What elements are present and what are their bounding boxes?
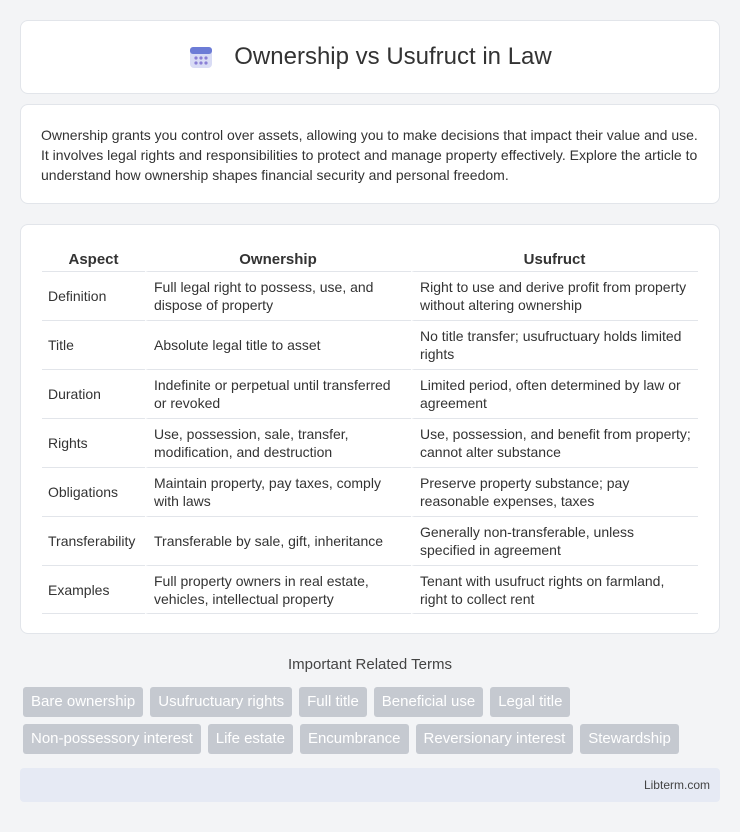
intro-text: Ownership grants you control over assets, allowing you to make decisions that impact their value and use. It involves legal rights and responsibilities to protect and manage property effectively. Explore the article to understand how ownership shapes financial security and personal freedom.	[41, 127, 698, 183]
intro-card	[20, 104, 720, 204]
comparison-table	[42, 247, 698, 614]
table-row	[42, 565, 698, 614]
cell-ownership: Full property owners in real estate, vehicles, intellectual property	[145, 565, 411, 614]
footer	[20, 768, 720, 802]
page-title: Ownership vs Usufruct in Law	[234, 43, 552, 70]
cell-aspect: Transferability	[42, 516, 145, 565]
tag-full-title[interactable]: Full title	[299, 687, 367, 717]
calendar-icon	[188, 44, 214, 70]
footer-link[interactable]: Libterm.com	[643, 778, 710, 792]
comparison-card	[20, 224, 720, 634]
cell-ownership: Absolute legal title to asset	[145, 320, 411, 369]
cell-aspect: Rights	[42, 418, 145, 467]
cell-ownership: Full legal right to possess, use, and dispose of property	[145, 271, 411, 320]
tag-non-possessory-interest[interactable]: Non-possessory interest	[23, 724, 201, 754]
title-card	[20, 20, 720, 94]
cell-usufruct: Generally non-transferable, unless specified in agreement	[411, 516, 698, 565]
cell-usufruct: Use, possession, and benefit from property; cannot alter substance	[411, 418, 698, 467]
tag-bare-ownership[interactable]: Bare ownership	[23, 687, 143, 717]
table-row	[42, 271, 698, 320]
table-row	[42, 369, 698, 418]
related-terms-title: Important Related Terms	[288, 656, 452, 673]
tag-row	[23, 687, 723, 717]
cell-usufruct: Limited period, often determined by law or agreement	[411, 369, 698, 418]
tag-stewardship[interactable]: Stewardship	[580, 724, 679, 754]
header-aspect: Aspect	[68, 250, 119, 268]
table-row	[42, 516, 698, 565]
cell-usufruct: Right to use and derive profit from property without altering ownership	[411, 271, 698, 320]
table-row	[42, 418, 698, 467]
cell-usufruct: Preserve property substance; pay reasonable expenses, taxes	[411, 467, 698, 516]
tag-reversionary-interest[interactable]: Reversionary interest	[416, 724, 574, 754]
cell-aspect: Obligations	[42, 467, 145, 516]
related-terms	[23, 687, 723, 761]
header-usufruct: Usufruct	[523, 250, 586, 268]
cell-aspect: Title	[42, 320, 145, 369]
cell-ownership: Maintain property, pay taxes, comply with laws	[145, 467, 411, 516]
cell-aspect: Examples	[42, 565, 145, 614]
tag-life-estate[interactable]: Life estate	[208, 724, 293, 754]
tag-row	[23, 724, 723, 754]
tag-usufructuary-rights[interactable]: Usufructuary rights	[150, 687, 292, 717]
header-ownership: Ownership	[239, 250, 317, 268]
table-row	[42, 320, 698, 369]
tag-beneficial-use[interactable]: Beneficial use	[374, 687, 483, 717]
cell-aspect: Duration	[42, 369, 145, 418]
cell-ownership: Use, possession, sale, transfer, modification, and destruction	[145, 418, 411, 467]
cell-aspect: Definition	[42, 271, 145, 320]
cell-ownership: Transferable by sale, gift, inheritance	[145, 516, 411, 565]
cell-usufruct: Tenant with usufruct rights on farmland, right to collect rent	[411, 565, 698, 614]
cell-usufruct: No title transfer; usufructuary holds limited rights	[411, 320, 698, 369]
tag-encumbrance[interactable]: Encumbrance	[300, 724, 409, 754]
cell-ownership: Indefinite or perpetual until transferred or revoked	[145, 369, 411, 418]
table-row	[42, 467, 698, 516]
table-header-row	[42, 247, 698, 271]
tag-legal-title[interactable]: Legal title	[490, 687, 570, 717]
